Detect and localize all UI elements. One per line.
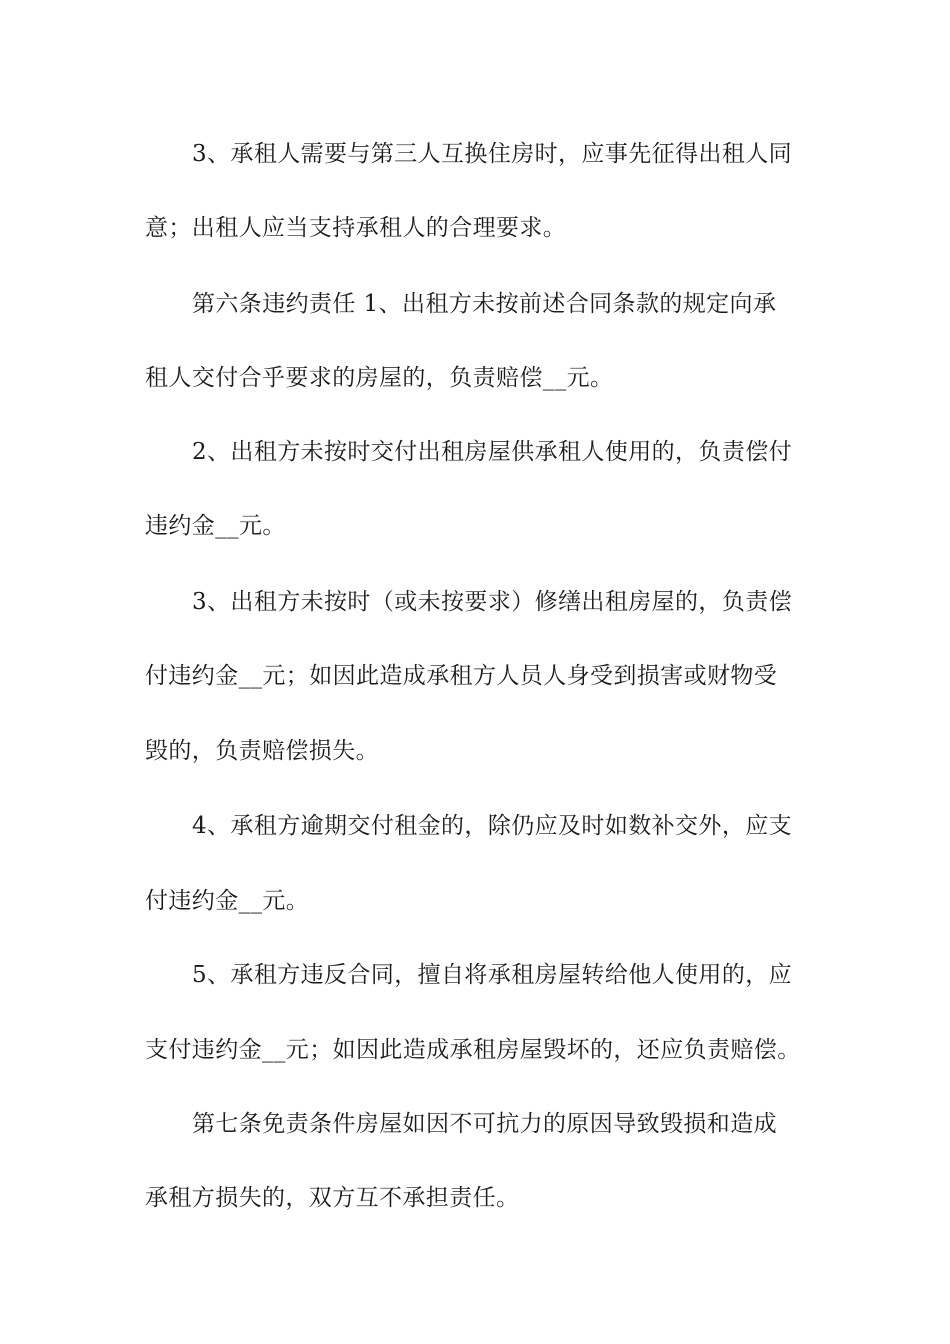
- paragraph-line: 支付违约金__元；如因此造成承租房屋毁坏的，还应负责赔偿。: [145, 1037, 801, 1063]
- paragraph-line: 2、出租方未按时交付出租房屋供承租人使用的，负责偿付: [192, 439, 793, 465]
- paragraph-line: 4、承租方逾期交付租金的，除仍应及时如数补交外，应支: [192, 813, 793, 839]
- paragraph-line: 付违约金__元；如因此造成承租方人员人身受到损害或财物受: [145, 663, 778, 689]
- paragraph-line: 违约金__元。: [145, 513, 286, 539]
- paragraph-line: 第六条违约责任 1、出租方未按前述合同条款的规定向承: [192, 291, 777, 317]
- paragraph-line: 3、出租方未按时（或未按要求）修缮出租房屋的，负责偿: [192, 589, 793, 615]
- paragraph-line: 3、承租人需要与第三人互换住房时，应事先征得出租人同: [192, 141, 793, 167]
- paragraph-line: 第七条免责条件房屋如因不可抗力的原因导致毁损和造成: [192, 1111, 777, 1137]
- paragraph-line: 毁的，负责赔偿损失。: [145, 738, 379, 764]
- paragraph-line: 承租方损失的，双方互不承担责任。: [145, 1185, 520, 1211]
- paragraph-line: 意；出租人应当支持承租人的合理要求。: [145, 215, 567, 241]
- paragraph-line: 付违约金__元。: [145, 888, 310, 914]
- paragraph-line: 租人交付合乎要求的房屋的，负责赔偿__元。: [145, 365, 614, 391]
- paragraph-line: 5、承租方违反合同，擅自将承租房屋转给他人使用的，应: [192, 962, 793, 988]
